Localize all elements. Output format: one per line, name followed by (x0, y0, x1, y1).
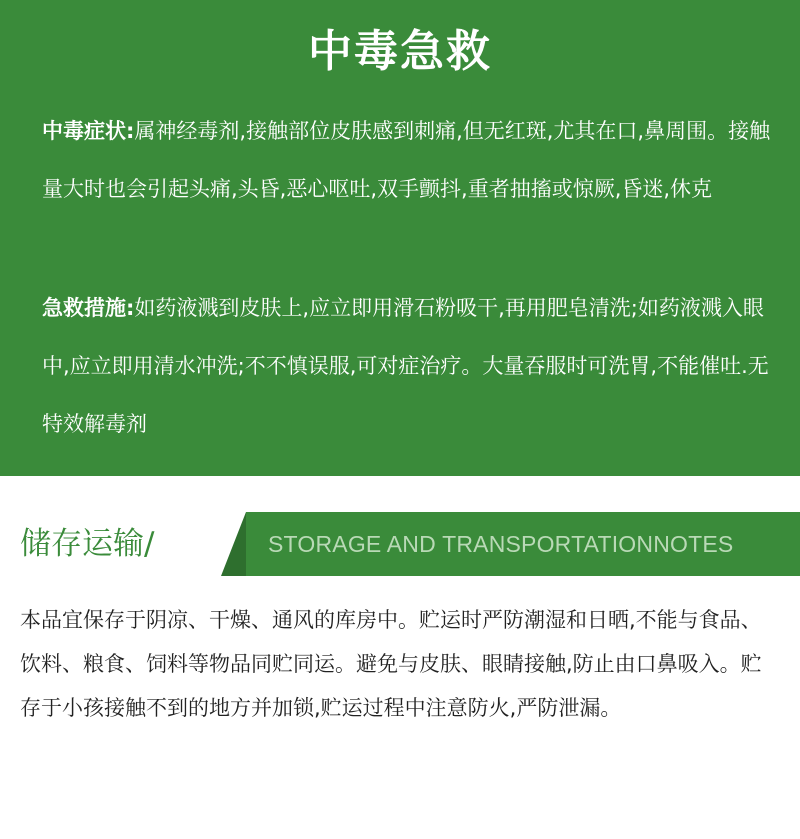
poisoning-title: 中毒急救 (308, 26, 492, 77)
storage-header-band (0, 512, 800, 576)
symptoms-text: 属神经毒剂,接触部位皮肤感到刺痛,但无红斑,尤其在口,鼻周围。接触量大时也会引起头痛,头昏,恶心呕吐,双手颤抖,重者抽搐或惊厥,昏迷,休克 (42, 119, 771, 201)
first-aid-text: 如药液溅到皮肤上,应立即用滑石粉吸干,再用肥皂清洗;如药液溅入眼中,应立即用清水冲洗;不不慎误服,可对症治疗。大量吞服时可洗胃,不能催吐.无特效解毒剂 (42, 296, 769, 436)
symptoms-section (42, 102, 772, 218)
storage-title: 储存运输/ (20, 526, 155, 562)
storage-subtitle: STORAGE AND TRANSPORTATIONNOTES (268, 531, 734, 557)
header-divider (221, 512, 246, 576)
first-aid-label: 急救措施: (42, 296, 135, 320)
symptoms-label: 中毒症状: (42, 119, 135, 143)
storage-text: 本品宜保存于阴凉、干燥、通风的库房中。贮运时严防潮湿和日晒,不能与食品、饮料、粮食、饲料等物品同贮同运。避免与皮肤、眼睛接触,防止由口鼻吸入。贮存于小孩接触不到的地方并加锁,贮运过程中注意防火,严防泄漏。 (20, 608, 762, 720)
first-aid-section (42, 279, 772, 453)
storage-title-tab (0, 512, 246, 576)
